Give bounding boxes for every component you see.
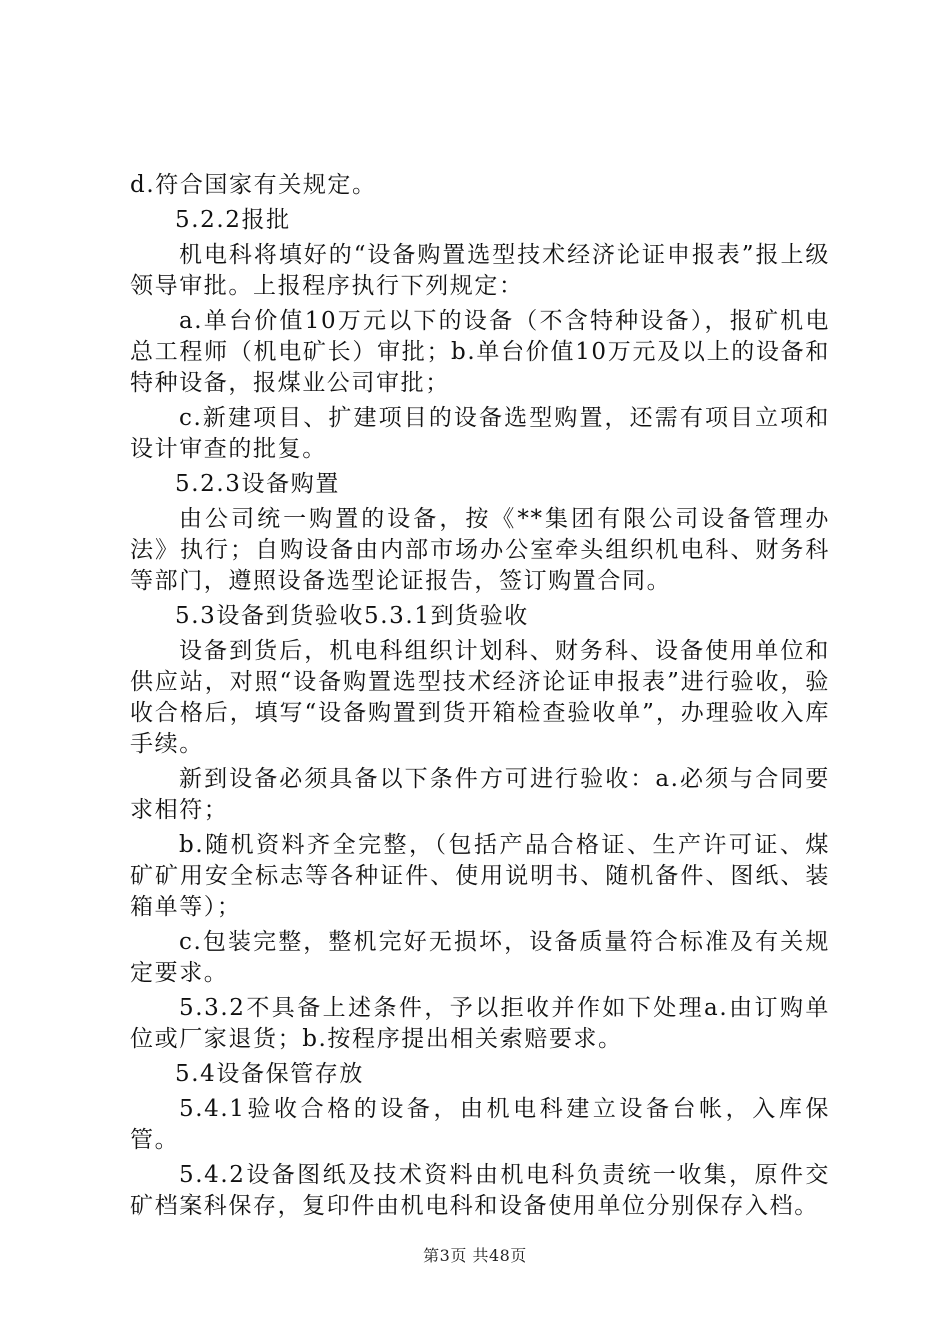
paragraph-condition-c: c.包装完整，整机完好无损坏，设备质量符合标准及有关规定要求。 [130,929,830,986]
paragraph-condition-b: b.随机资料齐全完整，（包括产品合格证、生产许可证、煤矿矿用安全标志等各种证件、使用说明书、随机备件、图纸、装箱单等）； [130,832,830,920]
paragraph-d-compliance: d.符合国家有关规定。 [130,172,377,198]
section-heading-5-2-2: 5.2.2报批 [175,207,291,233]
paragraph-approval-c: c.新建项目、扩建项目的设备选型购置，还需有项目立项和设计审查的批复。 [130,405,830,462]
paragraph-approval-a-b: a.单台价值10万元以下的设备（不含特种设备），报矿机电总工程师（机电矿长）审批；b.单台价值10万元及以上的设备和特种设备，报煤业公司审批； [130,308,830,396]
section-heading-5-3: 5.3设备到货验收5.3.1到货验收 [175,603,529,629]
paragraph-storage-5-4-1: 5.4.1验收合格的设备，由机电科建立设备台帐，入库保管。 [130,1096,830,1153]
page-number-footer: 第3页 共48页 [423,1246,527,1265]
paragraph-rejection: 5.3.2不具备上述条件，予以拒收并作如下处理a.由订购单位或厂家退货；b.按程序提出相关索赔要求。 [130,995,830,1052]
paragraph-arrival-inspection: 设备到货后，机电科组织计划科、财务科、设备使用单位和供应站，对照“设备购置选型技术经济论证申报表”进行验收，验收合格后，填写“设备购置到货开箱检查验收单”，办理验收入库手续。 [130,638,830,757]
document-body [130,170,830,1226]
paragraph-purchase: 由公司统一购置的设备，按《**集团有限公司设备管理办法》执行；自购设备由内部市场办公室牵头组织机电科、财务科等部门，遵照设备选型论证报告，签订购置合同。 [130,506,830,594]
section-heading-5-2-3: 5.2.3设备购置 [175,471,340,497]
paragraph-acceptance-conditions: 新到设备必须具备以下条件方可进行验收：a.必须与合同要求相符； [130,766,830,823]
paragraph-approval-intro: 机电科将填好的“设备购置选型技术经济论证申报表”报上级领导审批。上报程序执行下列规定： [130,242,830,299]
paragraph-storage-5-4-2: 5.4.2设备图纸及技术资料由机电科负责统一收集，原件交矿档案科保存，复印件由机电科和设备使用单位分别保存入档。 [130,1162,830,1219]
section-heading-5-4: 5.4设备保管存放 [175,1061,364,1087]
